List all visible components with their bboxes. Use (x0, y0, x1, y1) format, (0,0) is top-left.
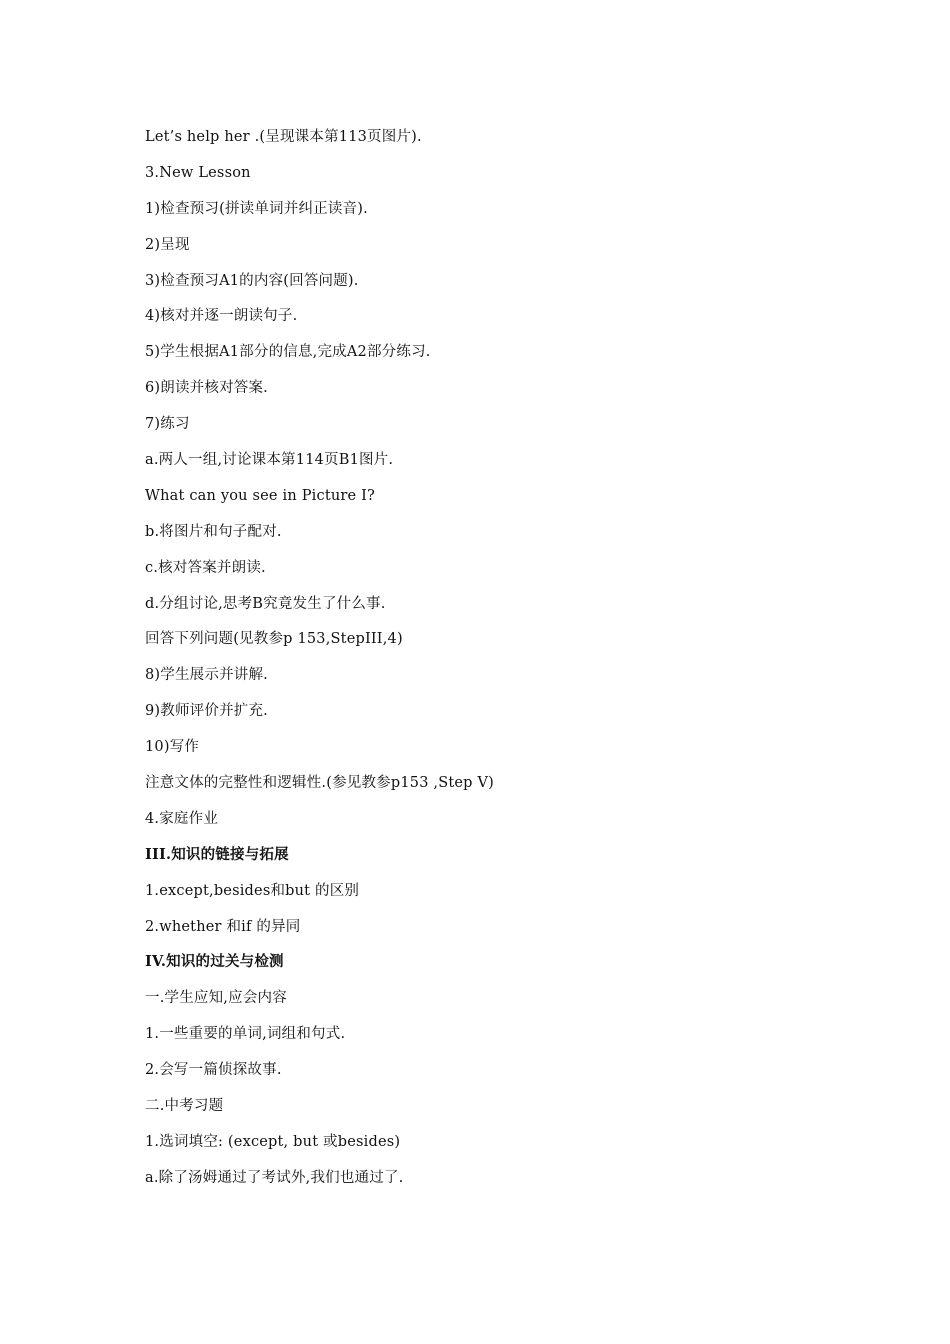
text-line: Let’s help her .(呈现课本第113页图片). (145, 129, 422, 145)
text-line: a.两人一组,讨论课本第114页B1图片. (145, 452, 394, 469)
text-line: c.核对答案并朗读. (145, 559, 266, 576)
text-line: 4.家庭作业 (145, 810, 219, 827)
section-heading: III.知识的链接与拓展 (145, 845, 289, 863)
text-line: 1.except,besides和but 的区别 (145, 882, 360, 899)
text-line: 4)核对并逐一朗读句子. (145, 308, 298, 325)
text-line: 7)练习 (145, 416, 190, 433)
text-line: 3.New Lesson (145, 164, 251, 181)
text-line: a.除了汤姆通过了考试外,我们也通过了. (145, 1169, 404, 1186)
text-line: 一.学生应知,应会内容 (145, 990, 287, 1007)
text-line: 2.whether 和if 的异同 (145, 918, 301, 935)
text-line: d.分组讨论,思考B究竟发生了什么事. (145, 595, 386, 612)
text-line: 1.选词填空: (except, but 或besides) (145, 1133, 401, 1150)
text-line: b.将图片和句子配对. (145, 523, 282, 540)
text-line: What can you see in Picture I? (145, 487, 376, 504)
text-line: 6)朗读并核对答案. (145, 380, 268, 397)
text-line: 8)学生展示并讲解. (145, 667, 268, 684)
text-line: 1)检查预习(拼读单词并纠正读音). (145, 200, 368, 217)
text-line: 注意文体的完整性和逻辑性.(参见教参p153 ,Step V) (145, 775, 495, 792)
text-line: 9)教师评价并扩充. (145, 703, 268, 720)
text-line: 2)呈现 (145, 236, 190, 253)
text-line: 1.一些重要的单词,词组和句式. (145, 1026, 346, 1043)
text-line: 回答下列问题(见教参p 153,StepIII,4) (145, 631, 403, 648)
text-line: 3)检查预习A1的内容(回答问题). (145, 272, 359, 289)
text-line: 10)写作 (145, 739, 200, 756)
text-line: 5)学生根据A1部分的信息,完成A2部分练习. (145, 344, 431, 361)
text-line: 二.中考习题 (145, 1098, 224, 1115)
section-heading: IV.知识的过关与检测 (145, 953, 284, 971)
text-line: 2.会写一篇侦探故事. (145, 1062, 282, 1079)
document-body (145, 126, 865, 1203)
